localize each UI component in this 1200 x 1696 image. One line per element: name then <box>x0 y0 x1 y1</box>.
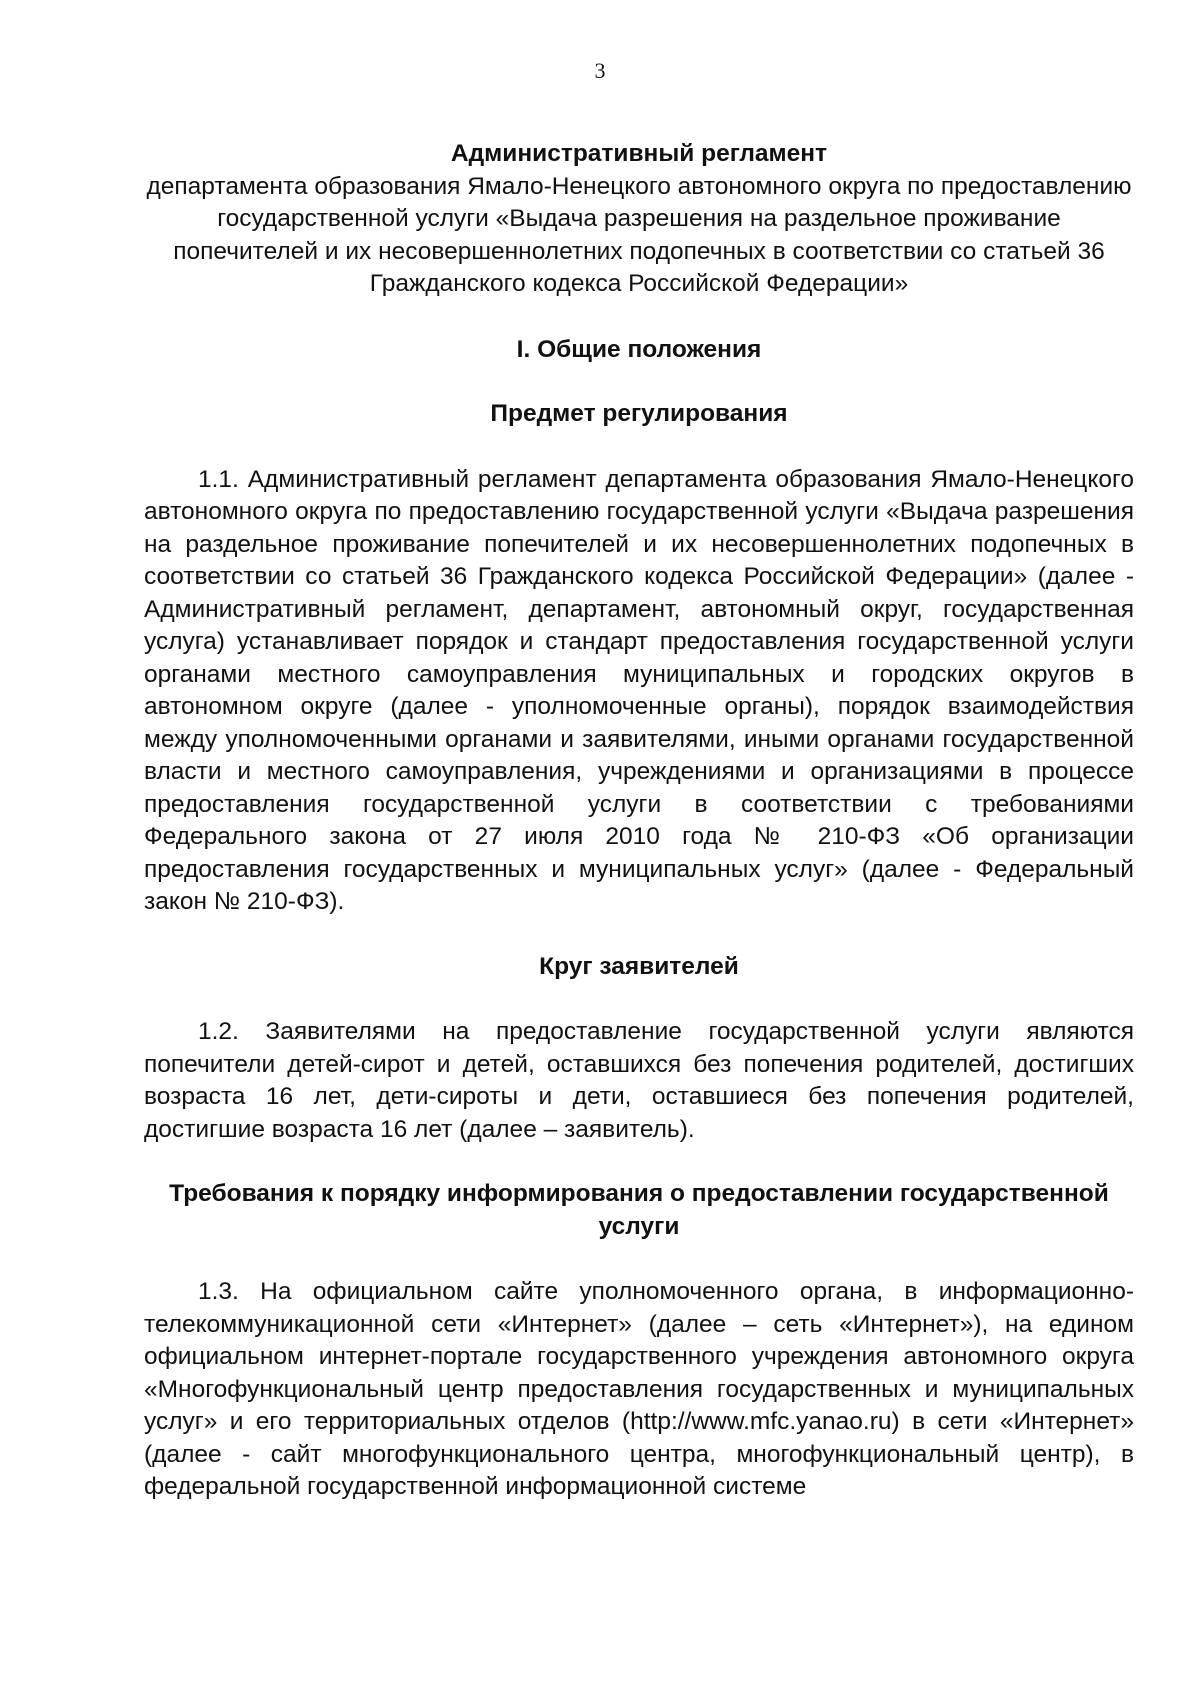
spacer <box>144 366 1134 398</box>
paragraph-1-3: 1.3. На официальном сайте уполномоченного органа, в информационно-телекоммуникационной сети «Интернет» (далее – сеть «Интернет»), на едином официальном интернет-портале государственного учреждения автономного округа «Многофункциональный центр предоставления государственных и муниципальных услуг» и его территориальных отделов (http://www.mfc.yanao.ru) в сети «Интернет» (далее - сайт многофункционального центра, многофункциональный центр), в федеральной государственной информационной системе <box>144 1278 1134 1500</box>
page-number: 3 <box>594 58 606 83</box>
paragraph-1-1: 1.1. Административный регламент департамента образования Ямало-Ненецкого автономного округа по предоставлению государственной услуги «Выдача разрешения на раздельное проживание попечителей и их несовершеннолетних подопечных в соответствии со статьей 36 Гражданского кодекса Российской Федерации» (далее - Административный регламент, департамент, автономный округ, государственная услуга) устанавливает порядок и стандарт предоставления государственной услуги органами местного самоуправления муниципальных и городских округов в автономном округе (далее - уполномоченные органы), порядок взаимодействия между уполномоченными органами и заявителями, иными органами государственной власти и местного самоуправления, учреждениями и организациями в процессе предоставления государственной услуги в соответствии с требованиями Федерального закона от 27 июля 2010 года № 210-ФЗ «Об организации предоставления государственных и муниципальных услуг» (далее - Федеральный закон № 210-ФЗ). <box>144 465 1134 915</box>
spacer <box>144 919 1134 951</box>
document-subtitle: департамента образования Ямало-Ненецкого автономного округа по предоставлению государственной услуги «Выдача разрешения на раздельное проживание попечителей и их несовершеннолетних подопечных в соответствии со статьей 36 Гражданского кодекса Российской Федерации» <box>146 172 1132 297</box>
spacer <box>144 1146 1134 1178</box>
subsection-heading-information: Требования к порядку информирования о предоставлении государственной услуги <box>169 1180 1109 1240</box>
spacer <box>144 1243 1134 1276</box>
spacer <box>144 983 1134 1016</box>
spacer <box>144 431 1134 464</box>
spacer <box>144 301 1134 334</box>
subsection-heading-subject: Предмет регулирования <box>490 400 788 427</box>
document-title: Административный регламент <box>450 140 828 167</box>
paragraph-1-2: 1.2. Заявителями на предоставление государственной услуги являются попечители детей-сирот и детей, оставшихся без попечения родителей, достигших возраста 16 лет, дети-сироты и дети, оставшиеся без попечения родителей, достигшие возраста 16 лет (далее – заявитель). <box>144 1018 1134 1143</box>
section-heading: I. Общие положения <box>516 335 762 363</box>
subsection-heading-applicants: Круг заявителей <box>539 952 739 980</box>
document-body <box>144 138 1134 1504</box>
